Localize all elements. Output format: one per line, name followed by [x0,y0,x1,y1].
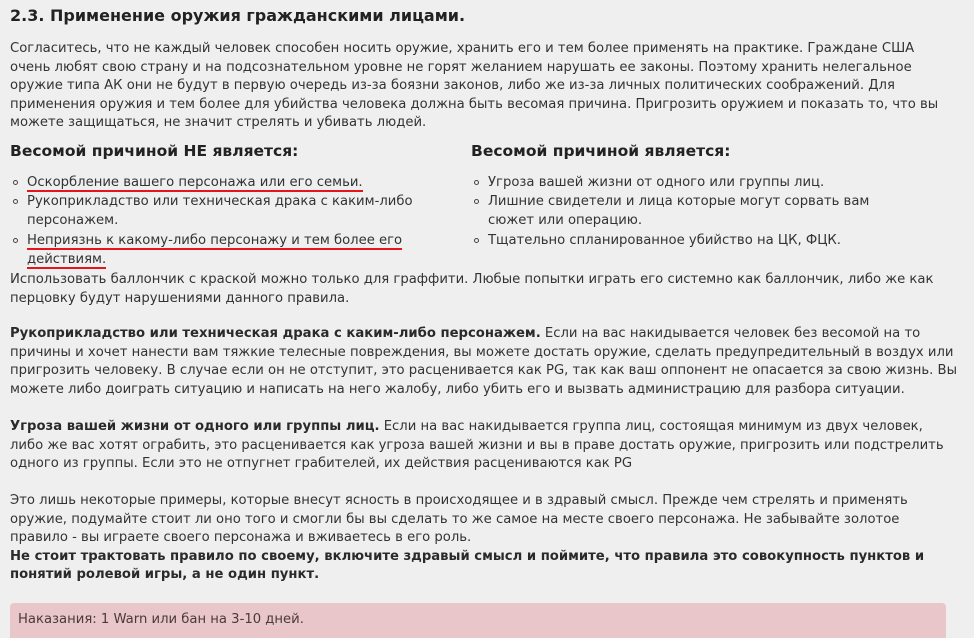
section-title: 2.3. Применение оружия гражданскими лицами. [10,6,466,25]
not-valid-list [10,173,460,269]
not-valid-reasons [10,142,460,269]
list-item-text: Угроза вашей жизни от одного или группы лиц. [488,175,825,190]
outro-text: Это лишь некоторые примеры, которые внесут ясность в происходящее и в здравый смысл. Прежде чем стрелять и применять оружие, подумайте стоит ли оно того и смогли бы вы сделать то же самое на месте своего персонажа. Не забывайте золотое правило - вы играете своего персонажа и вживаетесь в его роль. [10,493,908,546]
bullet-icon [13,199,18,204]
valid-reasons [471,142,891,250]
fist-paragraph [10,325,958,399]
list-item [10,192,460,230]
threat-paragraph [10,418,958,474]
threat-paragraph-lead: Угроза вашей жизни от одного или группы лиц. [10,419,380,434]
outro-bold: Не стоит трактовать правило по своему, включите здравый смысл и поймите, что правила это совокупность пунктов и понятий ролевой игры, а не один пункт. [10,548,925,583]
outro-paragraph [10,492,958,585]
list-item [471,173,891,192]
list-item [471,192,891,230]
not-valid-heading: Весомой причиной НЕ является: [10,142,299,160]
bullet-icon [474,199,479,204]
bullet-icon [13,180,18,185]
list-item-text: Оскорбление вашего персонажа или его семьи. [27,175,363,190]
list-item [471,231,891,250]
paint-paragraph: Использовать баллончик с краской можно только для граффити. Любые попытки играть его системно как баллончик, либо же как перцовку будут нарушениями данного правила. [10,272,934,306]
list-item [10,173,460,192]
bullet-icon [474,180,479,185]
fist-paragraph-text: Если на вас накидывается человек без весомой на то причины и хочет нанести вам тяжкие телесные повреждения, вы можете достать оружие, сделать предупредительный в воздух или пригрозить человеку. В случае если он не отступит, это расценивается как PG, так как ваш оппонент не опасается за свою жизнь. Вы можете либо доиграть ситуацию и написать на него жалобу, либо убить его и вызвать администрацию для разбора ситуации. [10,326,957,397]
fist-paragraph-lead: Рукоприкладство или техническая драка с каким-либо персонажем. [10,326,541,341]
intro-paragraph: Согласитесь, что не каждый человек способен носить оружие, хранить его и тем более применять на практике. Граждане США очень любят свою страну и на подсознательном уровне не горят желанием нарушать ее законы. Поэтому хранить нелегальное оружие типа АК они не будут в первую очередь из-за боязни законов, либо же из-за личных политических соображений. Для применения оружия и тем более для убийства человека должна быть весомая причина. Пригрозить оружием и показать то, что вы можете защищаться, не значит стрелять и убивать людей. [10,41,939,131]
list-item-text: Неприязнь к какому-либо персонажу и тем более его действиям. [27,232,403,267]
bullet-icon [13,238,18,243]
list-item-text: Тщательно спланированное убийство на ЦК, ФЦК. [488,232,841,248]
valid-list [471,173,891,250]
list-item [10,231,460,269]
threat-paragraph-text: Если на вас накидывается группа лиц, состоящая минимум из двух человек, либо же вас хотят ограбить, это расценивается как угроза вашей жизни и вы в праве достать оружие, пригрозить или подстрелить одного из группы. Если это не отпугнет грабителей, их действия расцениваются как PG [10,419,944,472]
valid-heading: Весомой причиной является: [471,142,731,160]
list-item-text: Лишние свидетели и лица которые могут сорвать вам сюжет или операцию. [488,194,870,229]
bullet-icon [474,238,479,243]
list-item-text: Рукоприкладство или техническая драка с каким-либо персонажем. [27,194,413,229]
punishment-notice: Наказания: 1 Warn или бан на 3-10 дней. [10,603,946,638]
